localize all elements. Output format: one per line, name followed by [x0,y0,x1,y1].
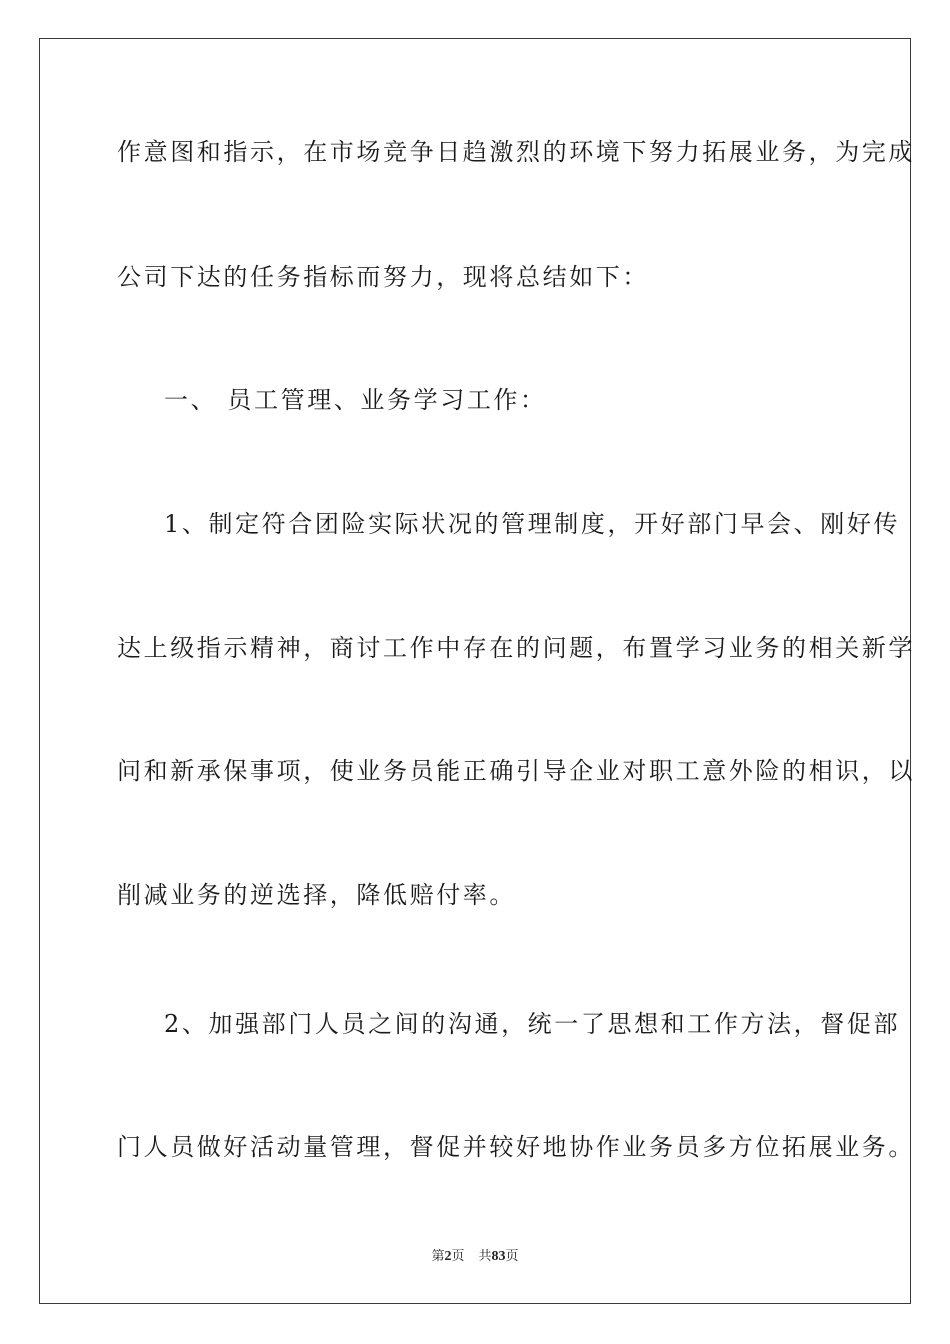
page-prefix: 第 [431,1249,445,1264]
total-pages: 83 [491,1249,506,1264]
page-footer [0,1248,950,1266]
page-number: 2 [444,1249,452,1264]
paragraph-line-5: 达上级指示精神，商讨工作中存在的问题，布置学习业务的相关新学 [117,634,915,662]
paragraph-line-7: 削减业务的逆选择，降低赔付率。 [117,881,516,909]
paragraph-line-9: 门人员做好活动量管理，督促并较好地协作业务员多方位拓展业务。 [117,1133,915,1161]
section-heading: 一、 员工管理、业务学习工作： [164,386,547,414]
page-border [39,38,915,1304]
paragraph-line-2: 公司下达的任务指标而努力，现将总结如下： [117,263,649,291]
page-suffix: 页 [451,1249,465,1264]
paragraph-line-8: 2、加强部门人员之间的沟通，统一了思想和工作方法，督促部 [164,1010,901,1038]
paragraph-line-4: 1、制定符合团险实际状况的管理制度，开好部门早会、刚好传 [164,510,901,538]
total-prefix: 共 [478,1249,492,1264]
paragraph-line-6: 问和新承保事项，使业务员能正确引导企业对职工意外险的相识，以 [117,757,915,785]
paragraph-line-1: 作意图和指示，在市场竞争日趋激烈的环境下努力拓展业务，为完成 [117,138,915,166]
total-suffix: 页 [505,1249,519,1264]
